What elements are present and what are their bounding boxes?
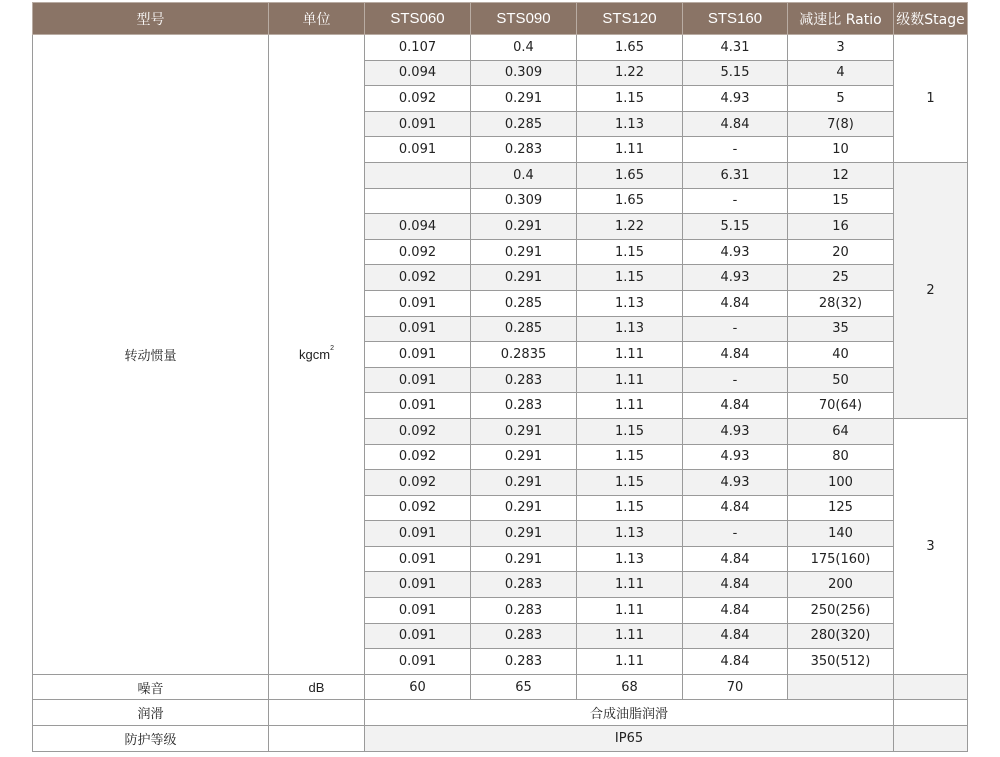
cell-sts160: 4.84 bbox=[683, 598, 788, 624]
cell-ratio: 280(320) bbox=[788, 623, 894, 649]
cell-sts090: 0.283 bbox=[471, 598, 577, 624]
inertia-label: 转动惯量 bbox=[33, 35, 269, 675]
cell-ratio: 7(8) bbox=[788, 111, 894, 137]
lubrication-stage-blank bbox=[894, 700, 968, 726]
cell-sts060: 0.091 bbox=[365, 598, 471, 624]
cell-ratio: 80 bbox=[788, 444, 894, 470]
cell-sts060: 0.092 bbox=[365, 265, 471, 291]
cell-ratio: 125 bbox=[788, 495, 894, 521]
cell-sts060: 0.091 bbox=[365, 290, 471, 316]
cell-sts060: 0.091 bbox=[365, 546, 471, 572]
cell-sts120: 1.65 bbox=[577, 162, 683, 188]
table-body bbox=[33, 35, 968, 752]
cell-sts160: 4.93 bbox=[683, 265, 788, 291]
cell-sts090: 0.309 bbox=[471, 60, 577, 86]
cell-ratio: 64 bbox=[788, 418, 894, 444]
noise-stage-blank bbox=[894, 674, 968, 700]
cell-ratio: 350(512) bbox=[788, 649, 894, 675]
cell-sts090: 0.291 bbox=[471, 86, 577, 112]
cell-sts090: 0.283 bbox=[471, 649, 577, 675]
cell-sts160: - bbox=[683, 188, 788, 214]
cell-sts160: 5.15 bbox=[683, 60, 788, 86]
cell-sts120: 1.22 bbox=[577, 60, 683, 86]
cell-sts120: 1.11 bbox=[577, 367, 683, 393]
protection-stage-blank bbox=[894, 726, 968, 752]
protection-value: IP65 bbox=[365, 726, 894, 752]
lubrication-value: 合成油脂润滑 bbox=[365, 700, 894, 726]
cell-sts160: - bbox=[683, 316, 788, 342]
noise-ratio-blank bbox=[788, 674, 894, 700]
cell-ratio: 140 bbox=[788, 521, 894, 547]
inertia-unit-sup: 2 bbox=[330, 344, 334, 352]
cell-ratio: 12 bbox=[788, 162, 894, 188]
cell-sts160: 4.84 bbox=[683, 111, 788, 137]
noise-row bbox=[33, 674, 968, 700]
cell-sts120: 1.13 bbox=[577, 290, 683, 316]
protection-label: 防护等级 bbox=[33, 726, 269, 752]
cell-sts160: 4.84 bbox=[683, 342, 788, 368]
cell-sts060: 0.091 bbox=[365, 521, 471, 547]
cell-sts090: 0.291 bbox=[471, 239, 577, 265]
cell-sts120: 1.65 bbox=[577, 35, 683, 61]
cell-sts160: 4.93 bbox=[683, 470, 788, 496]
cell-sts090: 0.291 bbox=[471, 418, 577, 444]
cell-sts060 bbox=[365, 188, 471, 214]
cell-sts090: 0.309 bbox=[471, 188, 577, 214]
cell-sts120: 1.11 bbox=[577, 393, 683, 419]
header-model: 型号 bbox=[33, 3, 269, 35]
cell-sts120: 1.15 bbox=[577, 444, 683, 470]
cell-sts090: 0.291 bbox=[471, 495, 577, 521]
cell-sts160: 4.84 bbox=[683, 393, 788, 419]
cell-sts120: 1.11 bbox=[577, 623, 683, 649]
cell-sts060: 0.091 bbox=[365, 367, 471, 393]
cell-ratio: 35 bbox=[788, 316, 894, 342]
cell-ratio: 3 bbox=[788, 35, 894, 61]
cell-sts160: 4.84 bbox=[683, 290, 788, 316]
cell-sts060: 0.091 bbox=[365, 111, 471, 137]
inertia-unit-base: kgcm bbox=[299, 346, 331, 362]
cell-ratio: 4 bbox=[788, 60, 894, 86]
cell-sts120: 1.13 bbox=[577, 546, 683, 572]
cell-ratio: 250(256) bbox=[788, 598, 894, 624]
lubrication-row bbox=[33, 700, 968, 726]
cell-sts160: 4.93 bbox=[683, 239, 788, 265]
cell-ratio: 40 bbox=[788, 342, 894, 368]
spec-table bbox=[32, 2, 968, 752]
cell-sts060: 0.092 bbox=[365, 418, 471, 444]
cell-sts090: 0.285 bbox=[471, 316, 577, 342]
cell-ratio: 28(32) bbox=[788, 290, 894, 316]
cell-sts160: 6.31 bbox=[683, 162, 788, 188]
cell-sts060: 0.091 bbox=[365, 316, 471, 342]
cell-ratio: 20 bbox=[788, 239, 894, 265]
cell-ratio: 10 bbox=[788, 137, 894, 163]
cell-sts060: 0.091 bbox=[365, 649, 471, 675]
cell-sts060: 0.092 bbox=[365, 470, 471, 496]
cell-sts160: - bbox=[683, 367, 788, 393]
cell-sts060: 0.091 bbox=[365, 572, 471, 598]
cell-sts090: 0.283 bbox=[471, 623, 577, 649]
cell-ratio: 200 bbox=[788, 572, 894, 598]
cell-sts160: 5.15 bbox=[683, 214, 788, 240]
cell-sts120: 1.11 bbox=[577, 342, 683, 368]
cell-ratio: 16 bbox=[788, 214, 894, 240]
cell-sts060: 0.091 bbox=[365, 393, 471, 419]
cell-ratio: 175(160) bbox=[788, 546, 894, 572]
cell-sts090: 0.2835 bbox=[471, 342, 577, 368]
header-sts160: STS160 bbox=[683, 3, 788, 35]
cell-sts060: 0.091 bbox=[365, 623, 471, 649]
cell-sts060: 0.094 bbox=[365, 60, 471, 86]
cell-ratio: 70(64) bbox=[788, 393, 894, 419]
cell-sts060: 0.092 bbox=[365, 444, 471, 470]
cell-sts120: 1.15 bbox=[577, 239, 683, 265]
cell-sts120: 1.65 bbox=[577, 188, 683, 214]
cell-sts120: 1.15 bbox=[577, 86, 683, 112]
cell-sts160: 4.93 bbox=[683, 444, 788, 470]
table-row bbox=[33, 35, 968, 61]
stage-cell: 3 bbox=[894, 418, 968, 674]
cell-sts060: 0.107 bbox=[365, 35, 471, 61]
cell-sts160: 4.84 bbox=[683, 495, 788, 521]
cell-ratio: 5 bbox=[788, 86, 894, 112]
cell-sts090: 0.4 bbox=[471, 162, 577, 188]
cell-sts090: 0.291 bbox=[471, 444, 577, 470]
cell-sts090: 0.283 bbox=[471, 137, 577, 163]
cell-sts160: 4.93 bbox=[683, 86, 788, 112]
header-sts060: STS060 bbox=[365, 3, 471, 35]
cell-ratio: 25 bbox=[788, 265, 894, 291]
header-row bbox=[33, 3, 968, 35]
cell-sts120: 1.11 bbox=[577, 649, 683, 675]
cell-sts090: 0.291 bbox=[471, 214, 577, 240]
cell-sts090: 0.291 bbox=[471, 521, 577, 547]
cell-sts060: 0.092 bbox=[365, 86, 471, 112]
cell-sts120: 1.11 bbox=[577, 137, 683, 163]
inertia-unit bbox=[269, 35, 365, 675]
cell-sts120: 1.15 bbox=[577, 495, 683, 521]
cell-sts090: 0.285 bbox=[471, 111, 577, 137]
header-unit: 单位 bbox=[269, 3, 365, 35]
stage-cell: 2 bbox=[894, 162, 968, 418]
cell-sts160: 4.84 bbox=[683, 572, 788, 598]
protection-row bbox=[33, 726, 968, 752]
cell-ratio: 15 bbox=[788, 188, 894, 214]
lubrication-unit bbox=[269, 700, 365, 726]
cell-sts160: - bbox=[683, 521, 788, 547]
noise-value-sts160: 70 bbox=[683, 674, 788, 700]
cell-sts120: 1.13 bbox=[577, 316, 683, 342]
cell-sts090: 0.283 bbox=[471, 572, 577, 598]
cell-sts090: 0.283 bbox=[471, 393, 577, 419]
noise-value-sts090: 65 bbox=[471, 674, 577, 700]
cell-sts060: 0.092 bbox=[365, 495, 471, 521]
cell-sts120: 1.22 bbox=[577, 214, 683, 240]
cell-sts120: 1.13 bbox=[577, 111, 683, 137]
cell-sts160: 4.84 bbox=[683, 546, 788, 572]
header-stage: 级数Stage bbox=[894, 3, 968, 35]
cell-sts090: 0.291 bbox=[471, 265, 577, 291]
cell-sts120: 1.15 bbox=[577, 265, 683, 291]
cell-sts060: 0.094 bbox=[365, 214, 471, 240]
noise-value-sts060: 60 bbox=[365, 674, 471, 700]
cell-sts160: - bbox=[683, 137, 788, 163]
cell-sts120: 1.11 bbox=[577, 598, 683, 624]
cell-sts120: 1.13 bbox=[577, 521, 683, 547]
cell-sts120: 1.15 bbox=[577, 470, 683, 496]
stage-cell: 1 bbox=[894, 35, 968, 163]
cell-sts160: 4.84 bbox=[683, 649, 788, 675]
cell-sts090: 0.283 bbox=[471, 367, 577, 393]
noise-label: 噪音 bbox=[33, 674, 269, 700]
noise-unit: dB bbox=[269, 674, 365, 700]
cell-sts160: 4.84 bbox=[683, 623, 788, 649]
header-ratio: 减速比 Ratio bbox=[788, 3, 894, 35]
cell-sts090: 0.291 bbox=[471, 546, 577, 572]
cell-sts060: 0.092 bbox=[365, 239, 471, 265]
cell-sts120: 1.11 bbox=[577, 572, 683, 598]
cell-ratio: 100 bbox=[788, 470, 894, 496]
lubrication-label: 润滑 bbox=[33, 700, 269, 726]
cell-ratio: 50 bbox=[788, 367, 894, 393]
cell-sts090: 0.4 bbox=[471, 35, 577, 61]
cell-sts120: 1.15 bbox=[577, 418, 683, 444]
cell-sts090: 0.285 bbox=[471, 290, 577, 316]
cell-sts160: 4.93 bbox=[683, 418, 788, 444]
header-sts120: STS120 bbox=[577, 3, 683, 35]
header-sts090: STS090 bbox=[471, 3, 577, 35]
cell-sts060 bbox=[365, 162, 471, 188]
cell-sts160: 4.31 bbox=[683, 35, 788, 61]
cell-sts060: 0.091 bbox=[365, 342, 471, 368]
noise-value-sts120: 68 bbox=[577, 674, 683, 700]
protection-unit bbox=[269, 726, 365, 752]
cell-sts060: 0.091 bbox=[365, 137, 471, 163]
cell-sts090: 0.291 bbox=[471, 470, 577, 496]
